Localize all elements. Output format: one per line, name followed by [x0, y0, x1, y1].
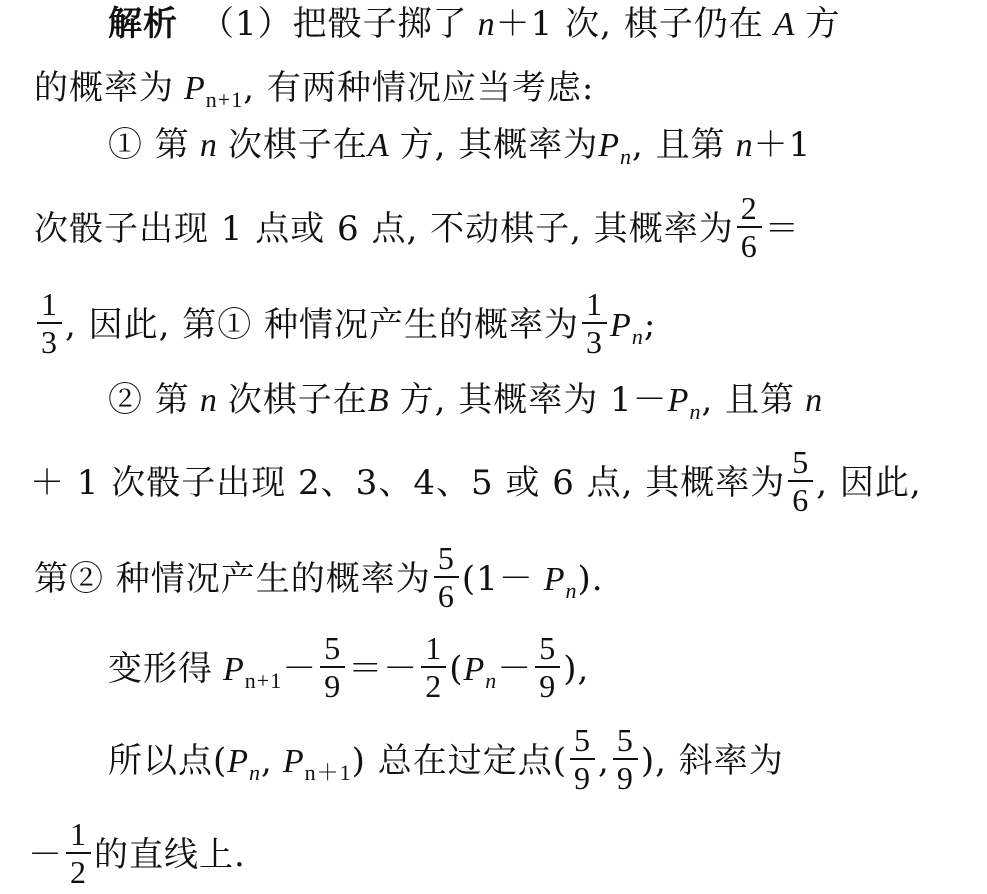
fraction: $\frac{5}{9}$: [320, 630, 345, 704]
text: 第② 种情况产生的概率为: [34, 559, 431, 599]
text: ).: [577, 559, 604, 599]
text: , 有两种情况应当考虑:: [243, 68, 595, 108]
line-9: [108, 630, 590, 708]
line-4: [34, 190, 800, 268]
fraction: $\frac{1}{3}$: [37, 286, 62, 360]
fraction: $\frac{5}{9}$: [613, 722, 638, 796]
line-6: [108, 380, 823, 424]
text: ,: [598, 741, 610, 781]
var-A: A: [773, 6, 796, 43]
subscript: n: [565, 578, 578, 603]
text: ;: [643, 305, 657, 345]
text: 次棋子在: [227, 380, 368, 420]
text: , 因此, 第① 种情况产生的概率为: [65, 305, 580, 345]
text: ＋1 次, 棋子仍在: [495, 4, 764, 44]
text: 次骰子出现 1 点或 6 点, 不动棋子, 其概率为: [34, 209, 734, 249]
line-1: [108, 4, 840, 45]
analysis-label: 解析: [108, 4, 178, 44]
line-5: [34, 286, 657, 364]
subscript: n: [620, 144, 632, 169]
text: ), 斜率为: [640, 741, 784, 781]
var-P: P: [610, 307, 632, 344]
text: , 因此,: [816, 463, 922, 503]
subscript: n: [631, 324, 644, 349]
var-P: P: [463, 651, 486, 688]
text: 方, 其概率为: [399, 125, 599, 165]
text: , 且第: [701, 380, 796, 420]
text: ),: [563, 649, 590, 689]
var-P: P: [543, 561, 566, 598]
fraction: $\frac{5}{6}$: [434, 540, 459, 614]
text: ) 总在过定点(: [351, 741, 567, 781]
text: 的概率为: [34, 68, 174, 108]
fraction: $\frac{5}{9}$: [535, 630, 560, 704]
text: 的直线上.: [94, 835, 246, 875]
var-P: P: [223, 651, 245, 688]
text: 变形得: [108, 649, 213, 689]
text: 方, 其概率为 1－: [399, 380, 668, 420]
line-11: [28, 816, 246, 894]
line-10: [108, 722, 784, 800]
text: －: [497, 649, 533, 689]
fraction: $\frac{1}{2}$: [66, 816, 91, 890]
text: ② 第: [108, 380, 190, 420]
text: ,: [261, 741, 273, 781]
var-P: P: [598, 127, 620, 164]
var-P: P: [227, 743, 250, 780]
var-n: n: [199, 382, 218, 419]
line-2: [34, 68, 594, 112]
var-n: n: [735, 127, 754, 164]
var-n: n: [805, 382, 824, 419]
text: －: [28, 835, 63, 875]
fraction: $\frac{1}{2}$: [421, 630, 446, 704]
var-B: B: [367, 382, 390, 419]
fraction: $\frac{2}{6}$: [737, 190, 762, 264]
text: （1）把骰子掷了: [200, 4, 468, 44]
fraction: $\frac{5}{6}$: [788, 444, 813, 518]
subscript: n: [485, 668, 498, 693]
var-n: n: [477, 6, 496, 43]
fraction: $\frac{5}{9}$: [570, 722, 595, 796]
var-P: P: [667, 382, 690, 419]
subscript: n: [249, 760, 262, 785]
text: －: [282, 649, 318, 689]
text: ＝: [764, 209, 800, 249]
subscript: n＋1: [304, 760, 352, 785]
text: ＝－: [348, 649, 419, 689]
line-3: [108, 125, 811, 169]
text: ① 第: [108, 125, 190, 165]
var-P: P: [282, 743, 305, 780]
var-n: n: [199, 127, 218, 164]
text: ＋1: [753, 125, 812, 165]
text: 所以点(: [108, 741, 228, 781]
fraction: $\frac{1}{3}$: [582, 286, 607, 360]
subscript: n: [689, 399, 702, 424]
var-A: A: [367, 127, 390, 164]
text: 方: [805, 4, 841, 44]
text: (1－: [461, 559, 534, 599]
subscript: n+1: [244, 668, 283, 693]
text: ＋ 1 次骰子出现 2、3、4、5 或 6 点, 其概率为: [30, 463, 786, 503]
text: , 且第: [632, 125, 726, 165]
var-P: P: [184, 70, 206, 107]
text: 次棋子在: [227, 125, 368, 165]
subscript: n+1: [205, 87, 244, 112]
line-8: [34, 540, 604, 618]
text: (: [449, 649, 464, 689]
line-7: [30, 444, 922, 522]
